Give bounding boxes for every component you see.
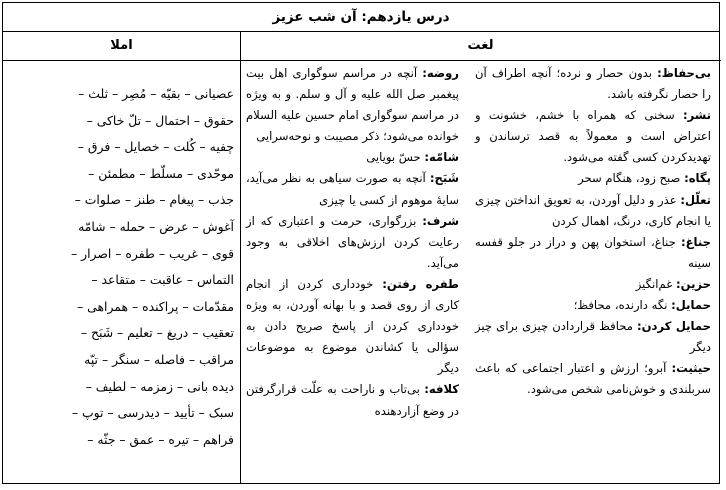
lesson-title: درس یازدهم: آن شب عزیز — [3, 3, 719, 32]
spelling-line: آغوش – عرض – حمله – شامّه — [78, 219, 234, 234]
vocab-term: شامّه: — [424, 150, 459, 165]
vocab-term: طفره رفتن: — [382, 276, 459, 291]
column-divider — [240, 31, 241, 483]
spelling-line: مراقب – فاصله – سنگر – تپّه — [84, 352, 234, 367]
vocab-entry — [475, 232, 711, 274]
vocab-term: حمایل کردن: — [636, 319, 712, 334]
vocab-entry — [475, 358, 711, 400]
vocab-definition: آنچه به صورت سیاهی به نظر می‌آید، سایهٔ موهوم از کسی یا چیزی — [246, 171, 459, 207]
spelling-line: التماس – عاقبت – متقاعد – — [91, 272, 234, 288]
spelling-line: موحّدی – مسلّط – مطمئن – — [88, 165, 234, 181]
vocab-term: جناغ: — [681, 234, 711, 249]
vocab-term: تشر: — [683, 108, 711, 123]
vocab-entry — [475, 274, 711, 295]
spelling-line: مقدّمات – پراکنده – همراهی – — [77, 298, 234, 314]
vocab-term: روضه: — [422, 66, 459, 80]
vocab-term: کلافه: — [424, 382, 459, 397]
spelling-line: جذب – پیغام – طنز – صلوات – — [74, 192, 234, 208]
vocab-definition: حسّ بویایی — [366, 150, 425, 165]
spelling-header: املا — [3, 31, 240, 61]
vocab-definition: بدون حصار و نرده؛ آنچه اطراف آن را حصار نگرفته باشد. — [475, 66, 711, 102]
spelling-line: عصیانی – بقیّه – مُصِر – ثلث – — [78, 86, 234, 101]
vocab-definition: نگه دارنده، محافظ؛ — [573, 298, 672, 313]
vocab-term: حیثیت: — [671, 361, 711, 376]
vocab-header: لغت — [240, 31, 721, 61]
vocab-definition: بی‌تاب و ناراحت به علّت قرارگرفتن در وضع آزاردهنده — [246, 382, 459, 418]
spelling-line: حقوق – احتمال – تلّ خاکی – — [86, 112, 234, 128]
vocab-definition: خودداری کردن از انجام کاری از روی قصد و با بهانه آوردن، به ویژه خودداری کردن از پاسخ صریح دادن به سؤالی یا کشاندن موضوع به موضوعات دیگر — [246, 276, 459, 376]
vocab-entry — [475, 168, 711, 189]
vocab-column-left — [246, 63, 459, 422]
vocab-definition: غم‌انگیز — [635, 276, 676, 291]
spelling-line: فراهم – تیره – عمق – جثّه – — [87, 431, 234, 447]
vocab-entry — [475, 190, 711, 232]
vocab-entry — [246, 274, 459, 379]
vocab-entry — [246, 379, 459, 421]
vocab-definition: سخنی که همراه با خشم، خشونت و اعتراض است و معمولاً به قصد ترساندن و تهدیدکردن کسی گفته می‌شود. — [475, 108, 711, 165]
spelling-line: چفیه – کُلت – خصایل – فرق – — [77, 139, 234, 155]
vocab-entry — [246, 147, 459, 168]
vocab-definition: بزرگواری، حرمت و اعتباری که از رعایت کردن ارزش‌های اخلاقی به وجود می‌آید. — [246, 213, 459, 270]
vocab-term: بی‌حفاظ: — [657, 66, 711, 80]
vocab-entry — [475, 295, 711, 316]
vocab-entry — [475, 63, 711, 105]
vocab-entry — [246, 211, 459, 274]
vocab-definition: جناغ، استخوان پهن و دراز در جلو قفسه سینه — [475, 234, 711, 270]
vocab-term: شرف: — [422, 213, 459, 228]
vocab-definition: عذر و دلیل آوردن، به تعویق انداختن چیزی یا انجام کاری، درنگ، اهمال کردن — [475, 192, 711, 228]
vocab-definition: آبرو؛ ارزش و اعتبار اجتماعی که باعث سربلندی و خوش‌نامی شخص می‌شود. — [475, 361, 711, 397]
spelling-line: دیده بانی – زمزمه – لطیف – — [85, 378, 234, 394]
vocab-entry — [246, 63, 459, 147]
spelling-line: سبک – تأیید – دیدرسی – توپ – — [71, 405, 234, 421]
vocab-entry — [246, 168, 459, 210]
vocab-entry — [475, 316, 711, 358]
vocab-entry — [475, 105, 711, 168]
spelling-line: تعقیب – دریغ – تعلیم – شَبَح – — [80, 325, 234, 341]
vocab-term: تعلّل: — [680, 192, 711, 207]
vocab-term: حمایل: — [671, 298, 711, 313]
vocab-term: حزین: — [676, 276, 711, 291]
vocab-definition: محافظ قراردادن چیزی برای چیز دیگر — [475, 319, 711, 355]
vocab-column-right — [475, 63, 711, 401]
vocabulary-sheet — [2, 2, 720, 484]
vocab-definition: آنچه در مراسم سوگواری اهل بیت پیغمبر صل الله علیه و آل و سلم. و به ویژه در مراسم سوگواری امام حسین علیه السلام خوانده می‌شود؛ ذکر مصیبت و نوحه‌سرایی — [246, 66, 459, 144]
vocab-term: شَبَح: — [429, 171, 459, 186]
vocab-definition: صبح زود، هنگام سحر — [578, 171, 685, 186]
spelling-line: قوی – غریب – طفره – اصرار – — [71, 245, 234, 261]
spelling-list — [3, 60, 240, 482]
vocab-term: پگاه: — [684, 171, 711, 186]
